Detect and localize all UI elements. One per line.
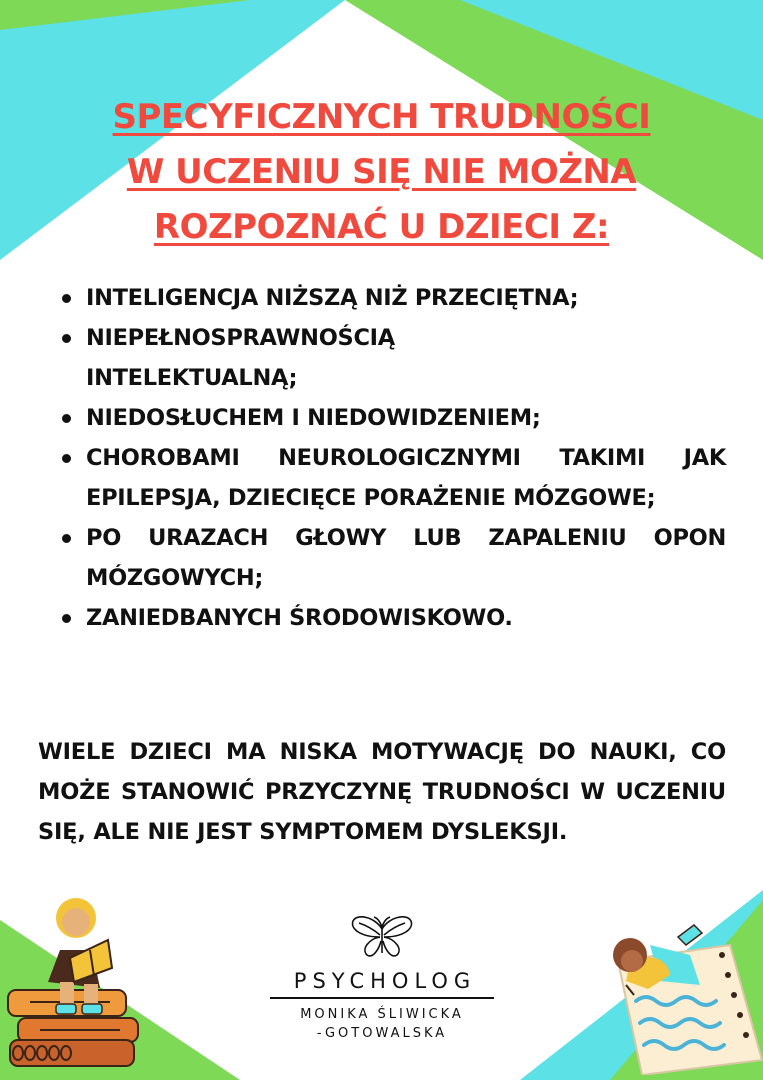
butterfly-icon bbox=[347, 915, 417, 959]
bullet-icon bbox=[62, 614, 71, 623]
bullet-icon bbox=[62, 534, 71, 543]
bullet-icon bbox=[62, 414, 71, 423]
girl-reading-on-books-illustration bbox=[0, 890, 150, 1080]
bullet-icon bbox=[62, 294, 71, 303]
bullet-icon bbox=[62, 334, 71, 343]
psycholog-logo bbox=[262, 915, 502, 1043]
list-item: PO URAZACH GŁOWY LUB ZAPALENIU OPON MÓZGOWYCH; bbox=[86, 518, 726, 598]
bullet-icon bbox=[62, 454, 71, 463]
conditions-list bbox=[86, 278, 726, 638]
list-item: NIEDOSŁUCHEM I NIEDOWIDZENIEM; bbox=[86, 398, 726, 438]
list-item: ZANIEDBANYCH ŚRODOWISKOWO. bbox=[86, 598, 726, 638]
logo-subtitle-line-1: MONIKA ŚLIWICKA bbox=[300, 1007, 464, 1022]
logo-divider bbox=[270, 997, 494, 999]
logo-subtitle-line-2: -GOTOWALSKA bbox=[316, 1026, 448, 1041]
list-item: CHOROBAMI NEUROLOGICZNYMI TAKIMI JAK EPILEPSJA, DZIECIĘCE PORAŻENIE MÓZGOWE; bbox=[86, 438, 726, 518]
title-line-2: W UCZENIU SIĘ NIE MOŻNA bbox=[126, 152, 637, 192]
page-title bbox=[30, 90, 733, 255]
logo-name: PSYCHOLOG bbox=[293, 969, 477, 993]
boy-writing-illustration bbox=[590, 915, 763, 1075]
closing-paragraph: WIELE DZIECI MA NISKA MOTYWACJĘ DO NAUKI, CO MOŻE STANOWIĆ PRZYCZYNĘ TRUDNOŚCI W UCZENIU SIĘ, ALE NIE JEST SYMPTOMEM DYSLEKSJI. bbox=[38, 739, 726, 845]
list-item: NIEPEŁNOSPRAWNOŚCIĄ INTELEKTUALNĄ; bbox=[86, 318, 506, 398]
title-line-1: SPECYFICZNYCH TRUDNOŚCI bbox=[112, 97, 651, 137]
title-line-3: ROZPOZNAĆ U DZIECI Z: bbox=[153, 207, 610, 247]
list-item: INTELIGENCJA NIŻSZĄ NIŻ PRZECIĘTNA; bbox=[86, 278, 726, 318]
